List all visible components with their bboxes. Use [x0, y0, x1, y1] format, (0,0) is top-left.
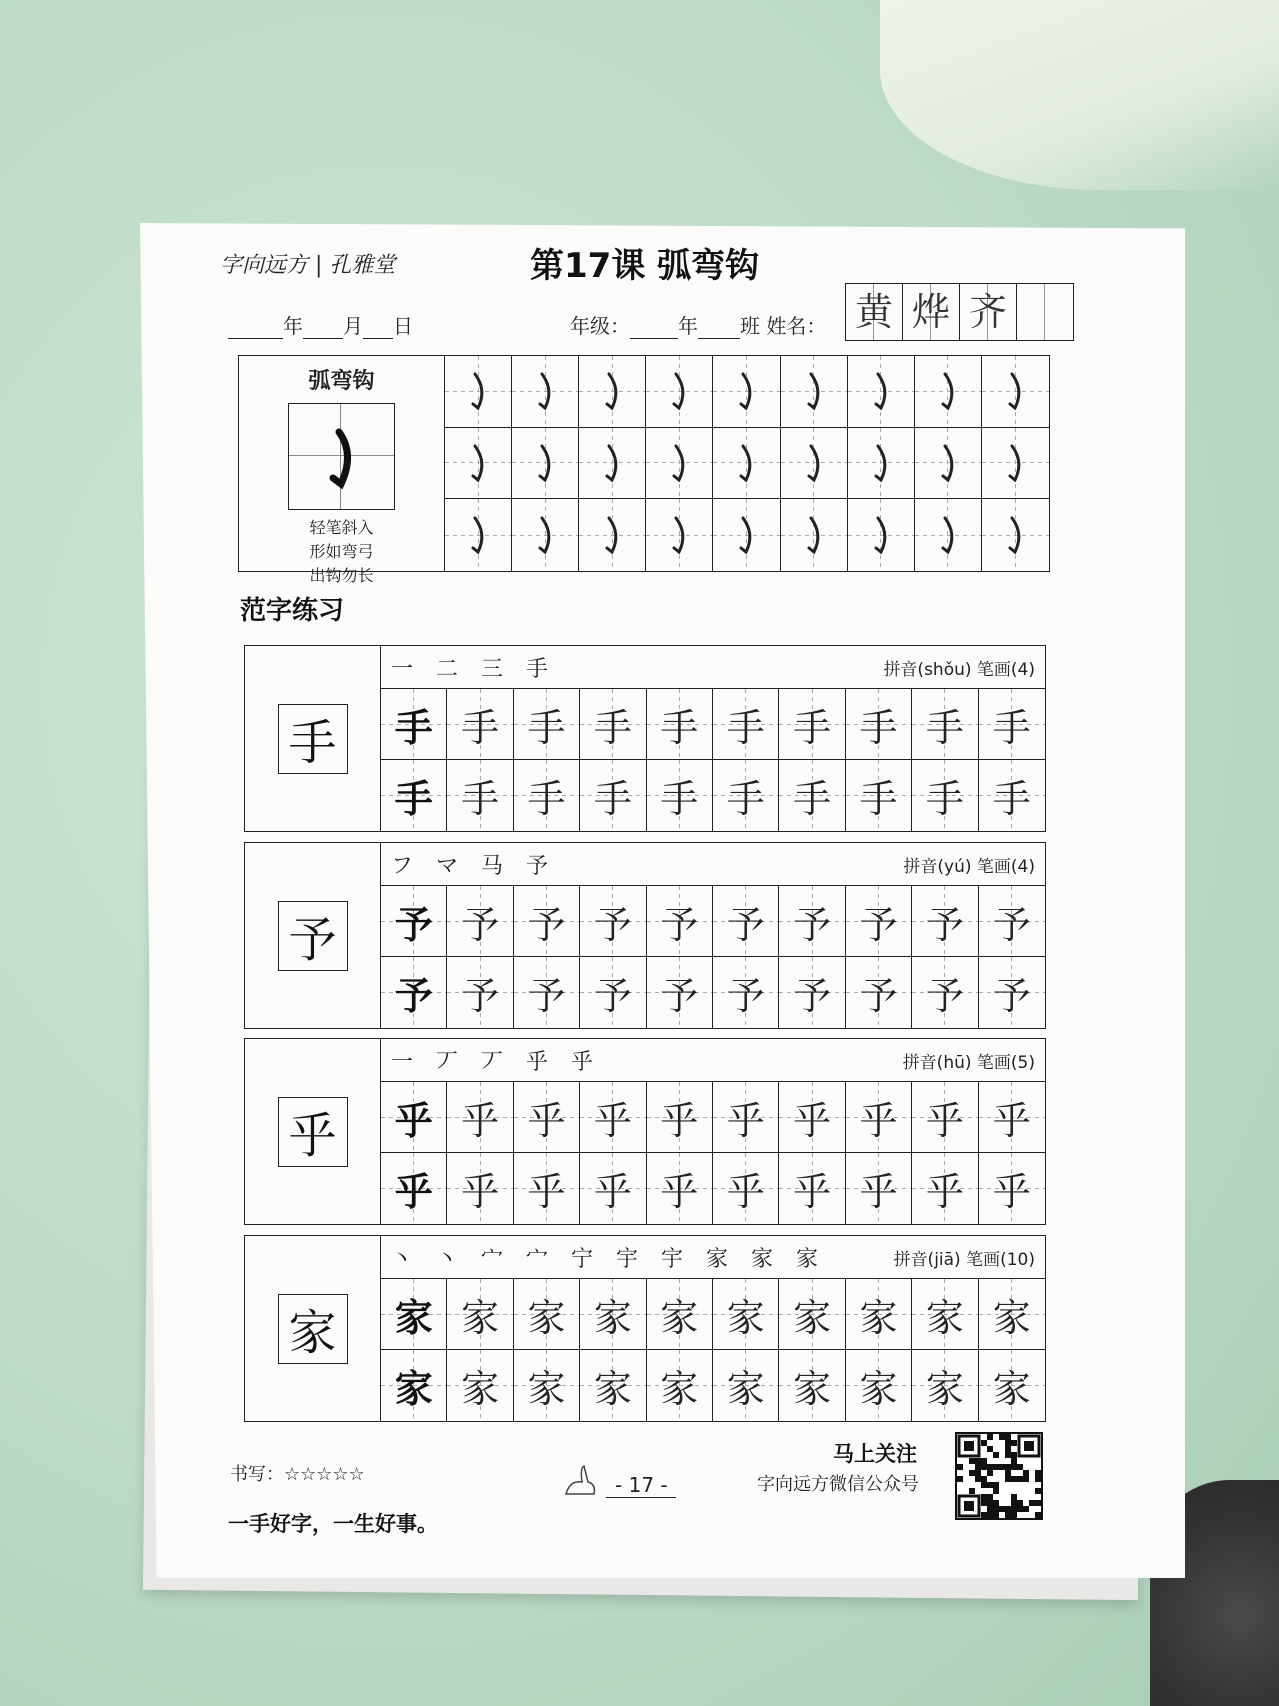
stroke-practice-panel [238, 355, 1050, 585]
background-cloth [880, 0, 1279, 190]
practice-cell: 家 [979, 1279, 1045, 1350]
follow-label: 马上关注 [833, 1442, 917, 1466]
practice-cell: 手 [779, 689, 845, 760]
practice-cell: 家 [846, 1279, 912, 1350]
practice-cell: 手 [647, 760, 713, 831]
practice-cell: 予 [979, 886, 1045, 957]
stroke-cell [579, 428, 646, 500]
model-char [245, 843, 381, 1028]
char-practice-area [381, 843, 1045, 1028]
practice-cell: 乎 [447, 1082, 513, 1153]
date-field: 年 月 日 [228, 310, 413, 339]
stroke-cell [848, 428, 915, 500]
motto: 一手好字，一生好事。 [228, 1512, 438, 1536]
practice-cell: 家 [514, 1350, 580, 1421]
practice-cell: 予 [647, 886, 713, 957]
practice-cell: 家 [713, 1350, 779, 1421]
practice-cell: 手 [713, 689, 779, 760]
practice-cell: 予 [447, 886, 513, 957]
stroke-cell [848, 499, 915, 571]
stroke-mark-icon [1000, 510, 1030, 560]
practice-cell: 乎 [580, 1082, 646, 1153]
practice-cell: 手 [779, 760, 845, 831]
practice-cell: 手 [713, 760, 779, 831]
practice-cell: 手 [447, 760, 513, 831]
stroke-cell [781, 499, 848, 571]
char-head [381, 843, 1045, 886]
stroke-mark-icon [530, 510, 560, 560]
char-practice-area [381, 1236, 1045, 1421]
stroke-tip: 形如弯弓 [309, 542, 374, 561]
stroke-mark-icon [463, 366, 493, 416]
stroke-intro [239, 356, 445, 585]
practice-cell: 乎 [779, 1153, 845, 1224]
practice-cell: 手 [381, 689, 447, 760]
stroke-cell [512, 428, 579, 500]
lesson-title: 第17课 弧弯钩 [530, 246, 760, 286]
practice-cell: 手 [912, 689, 978, 760]
practice-cell: 手 [580, 760, 646, 831]
practice-cell: 乎 [846, 1153, 912, 1224]
practice-cell: 手 [381, 760, 447, 831]
practice-cell: 乎 [580, 1153, 646, 1224]
char-block [244, 842, 1046, 1029]
practice-cell: 乎 [846, 1082, 912, 1153]
practice-cell: 乎 [647, 1153, 713, 1224]
practice-cell: 予 [447, 957, 513, 1028]
practice-cell: 予 [514, 957, 580, 1028]
char-block [244, 1038, 1046, 1225]
stroke-mark-icon [597, 438, 627, 488]
stroke-cell [512, 356, 579, 428]
practice-cell: 乎 [381, 1153, 447, 1224]
practice-cell: 家 [713, 1279, 779, 1350]
stroke-diagram [288, 403, 395, 510]
practice-cell: 乎 [647, 1082, 713, 1153]
stroke-cell [982, 356, 1049, 428]
model-char [245, 1039, 381, 1224]
char-grid [381, 689, 1045, 831]
stroke-demo-icon [289, 404, 394, 509]
char-grid [381, 1279, 1045, 1421]
stroke-mark-icon [463, 438, 493, 488]
practice-cell: 予 [713, 886, 779, 957]
practice-cell: 家 [447, 1279, 513, 1350]
char-block [244, 1235, 1046, 1422]
practice-cell: 乎 [514, 1153, 580, 1224]
stroke-mark-icon [866, 366, 896, 416]
practice-cell: 乎 [979, 1082, 1045, 1153]
practice-cell: 家 [647, 1350, 713, 1421]
stroke-tip: 轻笔斜入 [309, 518, 374, 537]
qr-code [955, 1432, 1043, 1520]
practice-cell: 手 [447, 689, 513, 760]
stroke-cell [646, 428, 713, 500]
stroke-order: 一 二 三 手 [391, 656, 556, 682]
practice-cell: 予 [846, 886, 912, 957]
practice-cell: 家 [647, 1279, 713, 1350]
stroke-mark-icon [597, 510, 627, 560]
stroke-mark-icon [866, 438, 896, 488]
practice-cell: 乎 [713, 1153, 779, 1224]
stroke-cell [713, 356, 780, 428]
practice-cell: 手 [912, 760, 978, 831]
stroke-mark-icon [664, 438, 694, 488]
practice-cell: 家 [779, 1279, 845, 1350]
stroke-cell [982, 499, 1049, 571]
stroke-cell [579, 356, 646, 428]
practice-cell: 手 [514, 689, 580, 760]
model-char [245, 646, 381, 831]
practice-cell: 手 [580, 689, 646, 760]
pinyin-strokes: 拼音(jiā) 笔画(10) [893, 1249, 1035, 1270]
practice-cell: 家 [779, 1350, 845, 1421]
section-title: 范字练习 [240, 596, 345, 626]
model-char-box: 手 [278, 704, 348, 774]
stroke-mark-icon [731, 366, 761, 416]
practice-cell: 家 [979, 1350, 1045, 1421]
model-char-box: 予 [278, 901, 348, 971]
stroke-mark-icon [530, 366, 560, 416]
stroke-mark-icon [731, 438, 761, 488]
grade-field: 年级： 年 班 姓名： [570, 314, 827, 338]
practice-cell: 家 [912, 1279, 978, 1350]
stroke-cell [445, 356, 512, 428]
stroke-cell [982, 428, 1049, 500]
stroke-cell [915, 356, 982, 428]
char-grid [381, 886, 1045, 1028]
pinyin-strokes: 拼音(shǒu) 笔画(4) [883, 659, 1035, 680]
practice-cell: 乎 [912, 1153, 978, 1224]
stroke-mark-icon [463, 510, 493, 560]
stroke-mark-icon [799, 366, 829, 416]
practice-cell: 乎 [381, 1082, 447, 1153]
model-char [245, 1236, 381, 1421]
stroke-cell [646, 499, 713, 571]
stroke-mark-icon [664, 366, 694, 416]
practice-cell: 家 [912, 1350, 978, 1421]
practice-cell: 予 [381, 886, 447, 957]
stroke-mark-icon [866, 510, 896, 560]
pinyin-strokes: 拼音(yú) 笔画(4) [903, 856, 1035, 877]
stroke-mark-icon [1000, 438, 1030, 488]
char-block [244, 645, 1046, 832]
practice-cell: 乎 [912, 1082, 978, 1153]
practice-cell: 予 [647, 957, 713, 1028]
stroke-mark-icon [799, 438, 829, 488]
stroke-order: 一 丆 丆 乎 乎 [391, 1049, 601, 1075]
stroke-mark-icon [933, 510, 963, 560]
page-number: - 17 - [560, 1462, 676, 1498]
practice-cell: 予 [846, 957, 912, 1028]
char-practice-area [381, 1039, 1045, 1224]
practice-cell: 手 [846, 760, 912, 831]
stroke-mark-icon [664, 510, 694, 560]
stroke-cell [445, 499, 512, 571]
practice-cell: 家 [514, 1279, 580, 1350]
practice-cell: 予 [514, 886, 580, 957]
pinyin-strokes: 拼音(hū) 笔画(5) [902, 1052, 1035, 1073]
stroke-mark-icon [933, 366, 963, 416]
stroke-cell [781, 356, 848, 428]
stroke-name: 弧弯钩 [308, 369, 375, 394]
practice-cell: 予 [979, 957, 1045, 1028]
model-char-box: 乎 [278, 1097, 348, 1167]
account-label: 字向远方微信公众号 [757, 1474, 919, 1495]
name-char-box: 烨 [903, 284, 960, 340]
practice-cell: 手 [846, 689, 912, 760]
stroke-cell [781, 428, 848, 500]
practice-cell: 予 [779, 886, 845, 957]
stroke-cell [512, 499, 579, 571]
qr-pattern-icon [957, 1434, 1041, 1518]
stroke-cell [445, 428, 512, 500]
char-head [381, 1236, 1045, 1279]
practice-cell: 手 [647, 689, 713, 760]
practice-cell: 手 [979, 760, 1045, 831]
stroke-tip: 出钩勿长 [309, 566, 374, 585]
stroke-cell [713, 428, 780, 500]
name-char-box [1017, 284, 1073, 340]
practice-cell: 家 [846, 1350, 912, 1421]
practice-cell: 予 [580, 886, 646, 957]
stroke-order: 丶 丶 宀 宀 宁 宇 宇 家 家 家 [391, 1246, 826, 1272]
rabbit-icon [560, 1462, 600, 1498]
char-head [381, 1039, 1045, 1082]
practice-cell: 乎 [447, 1153, 513, 1224]
practice-cell: 乎 [979, 1153, 1045, 1224]
practice-cell: 予 [713, 957, 779, 1028]
char-head [381, 646, 1045, 689]
brand-logo: 字向远方 | 孔雅堂 [220, 253, 396, 278]
practice-cell: 予 [779, 957, 845, 1028]
model-char-box: 家 [278, 1294, 348, 1364]
practice-cell: 手 [514, 760, 580, 831]
stroke-mark-icon [597, 366, 627, 416]
practice-cell: 予 [381, 957, 447, 1028]
practice-cell: 家 [381, 1350, 447, 1421]
stroke-cell [915, 428, 982, 500]
practice-cell: 予 [912, 957, 978, 1028]
practice-cell: 家 [580, 1350, 646, 1421]
name-char-box: 齐 [960, 284, 1017, 340]
char-grid [381, 1082, 1045, 1224]
practice-cell: 乎 [514, 1082, 580, 1153]
stroke-cell [646, 356, 713, 428]
stroke-cell [848, 356, 915, 428]
practice-cell: 家 [447, 1350, 513, 1421]
char-practice-area [381, 646, 1045, 831]
practice-cell: 家 [381, 1279, 447, 1350]
stroke-mark-icon [530, 438, 560, 488]
stroke-cell [579, 499, 646, 571]
practice-cell: 予 [580, 957, 646, 1028]
stroke-cell [713, 499, 780, 571]
practice-cell: 家 [580, 1279, 646, 1350]
stroke-mark-icon [1000, 366, 1030, 416]
practice-cell: 乎 [779, 1082, 845, 1153]
practice-cell: 乎 [713, 1082, 779, 1153]
stroke-mark-icon [799, 510, 829, 560]
practice-cell: 予 [912, 886, 978, 957]
stroke-mark-icon [731, 510, 761, 560]
stroke-order: フ マ 马 予 [391, 853, 556, 879]
practice-cell: 手 [979, 689, 1045, 760]
name-boxes [845, 283, 1074, 341]
writing-rating: 书写：☆☆☆☆☆ [230, 1464, 365, 1485]
name-char-box: 黄 [846, 284, 903, 340]
stroke-cell [915, 499, 982, 571]
stroke-mark-icon [933, 438, 963, 488]
stroke-grid [445, 356, 1049, 571]
